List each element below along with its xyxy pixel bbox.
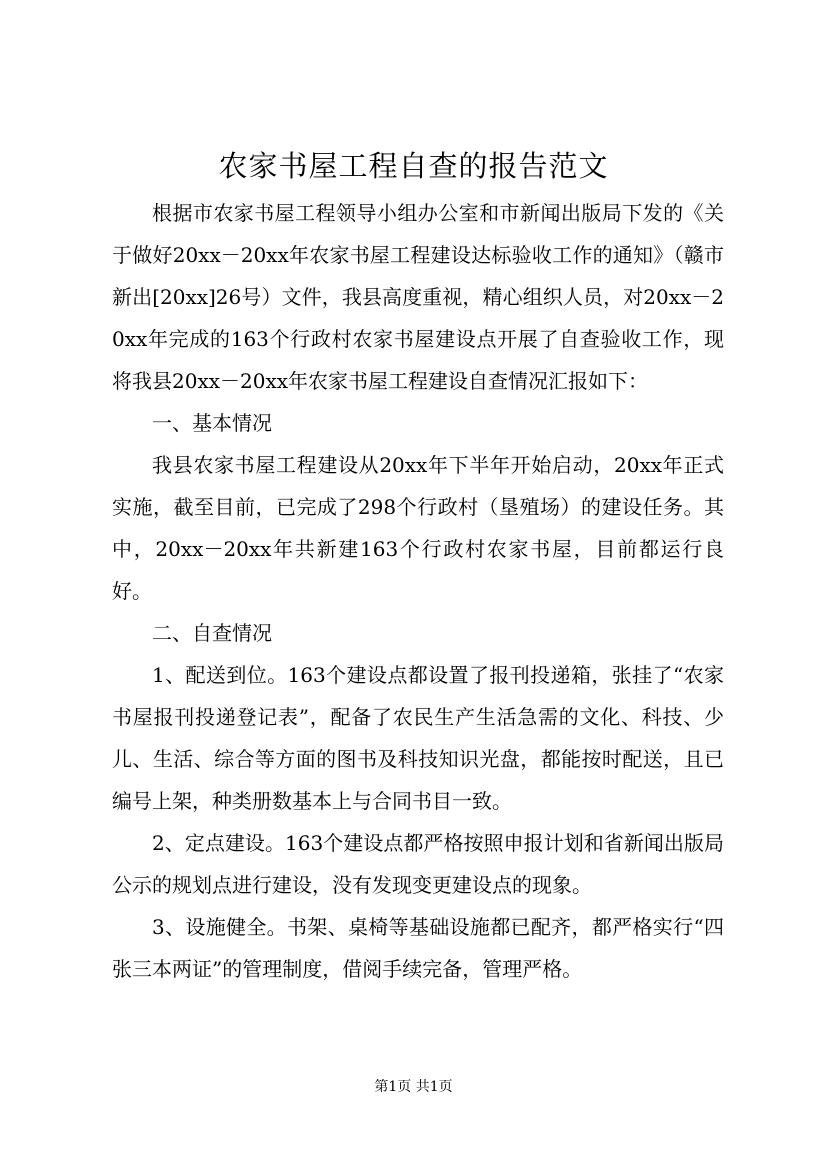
paragraph-item-1: 1、配送到位。163个建设点都设置了报刊投递箱，张挂了“农家书屋报刊投递登记表”，配备了农民生产生活急需的文化、科技、少儿、生活、综合等方面的图书及科技知识光盘，都能按时配送，且已编号上架，种类册数基本上与合同书目一致。 [112, 663, 724, 813]
paragraph-item-2: 2、定点建设。163个建设点都严格按照申报计划和省新闻出版局公示的规划点进行建设，没有发现变更建设点的现象。 [112, 831, 724, 897]
document-title: 农家书屋工程自查的报告范文 [218, 149, 609, 183]
paragraph-intro: 根据市农家书屋工程领导小组办公室和市新闻出版局下发的《关于做好20xx－20xx年农家书屋工程建设达标验收工作的通知》（赣市新出[20xx]26号）文件，我县高度重视，精心组织人员，对20xx－20xx年完成的163个行政村农家书屋建设点开展了自查验收工作，现将我县20xx－20xx年农家书屋工程建设自查情况汇报如下： [112, 201, 724, 393]
paragraph-basic-situation: 我县农家书屋工程建设从20xx年下半年开始启动，20xx年正式实施，截至目前，已完成了298个行政村（垦殖场）的建设任务。其中，20xx－20xx年共新建163个行政村农家书屋，目前都运行良好。 [112, 453, 724, 603]
document-body [112, 192, 724, 990]
page-number-footer: 第1页 共1页 [374, 1079, 453, 1095]
heading-basic-situation: 一、基本情况 [152, 411, 272, 435]
paragraph-item-3: 3、设施健全。书架、桌椅等基础设施都已配齐，都严格实行“四张三本两证”的管理制度，借阅手续完备，管理严格。 [112, 915, 724, 981]
heading-self-inspection: 二、自查情况 [152, 621, 272, 645]
